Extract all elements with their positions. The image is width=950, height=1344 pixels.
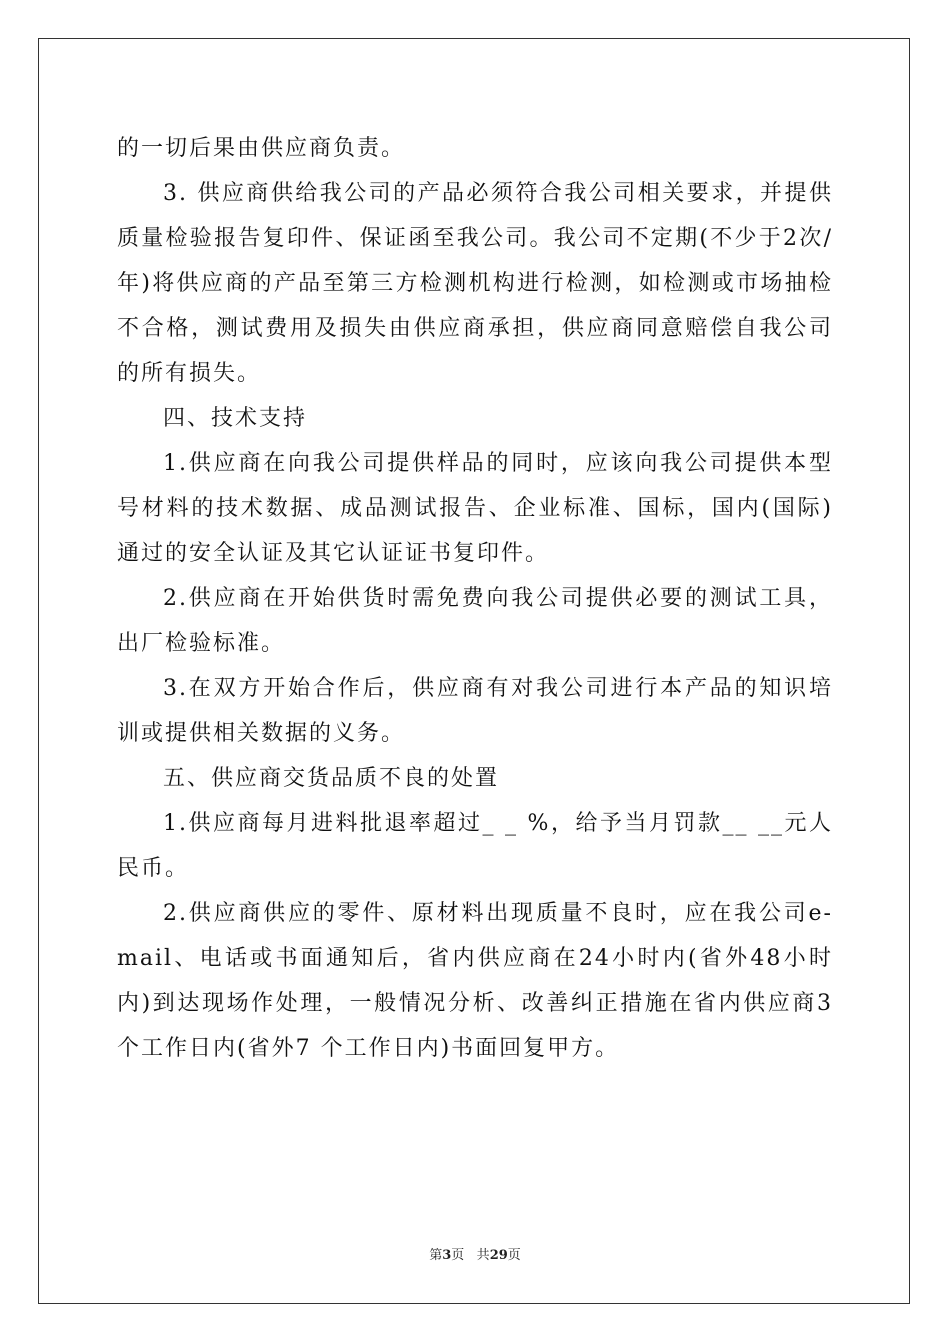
section-heading: 五、供应商交货品质不良的处置 <box>163 766 500 791</box>
page-footer <box>0 1246 950 1266</box>
total-suffix: 页 <box>507 1248 521 1263</box>
paragraph: 1.供应商在向我公司提供样品的同时，应该向我公司提供本型号材料的技术数据、成品测试报告、企业标准、国标，国内(国际)通过的安全认证及其它认证证书复印件。 <box>117 451 833 566</box>
paragraph: 的一切后果由供应商负责。 <box>117 136 406 161</box>
total-prefix: 共 <box>476 1248 490 1263</box>
paragraph: 2.供应商供应的零件、原材料出现质量不良时，应在我公司e-mail、电话或书面通知后，省内供应商在24小时内(省外48小时内)到达现场作处理，一般情况分析、改善纠正措施在省内供应商3个工作日内(省外7 个工作日内)书面回复甲方。 <box>117 901 833 1061</box>
paragraph: 3.在双方开始合作后，供应商有对我公司进行本产品的知识培训或提供相关数据的义务。 <box>117 676 833 746</box>
paragraph: 3. 供应商供给我公司的产品必须符合我公司相关要求，并提供质量检验报告复印件、保证函至我公司。我公司不定期(不少于2次/年)将供应商的产品至第三方检测机构进行检测，如检测或市场抽检不合格，测试费用及损失由供应商承担，供应商同意赔偿自我公司的所有损失。 <box>117 181 833 386</box>
paragraph: 1.供应商每月进料批退率超过_ _ %，给予当月罚款__ __元人民币。 <box>117 811 833 881</box>
section-heading: 四、技术支持 <box>163 406 308 431</box>
page-suffix: 页 <box>451 1248 465 1263</box>
document-body <box>117 126 833 1071</box>
page-current: 3 <box>442 1248 452 1263</box>
paragraph: 2.供应商在开始供货时需免费向我公司提供必要的测试工具，出厂检验标准。 <box>117 586 833 656</box>
page-prefix: 第 <box>429 1248 443 1263</box>
page-total: 29 <box>489 1248 508 1263</box>
